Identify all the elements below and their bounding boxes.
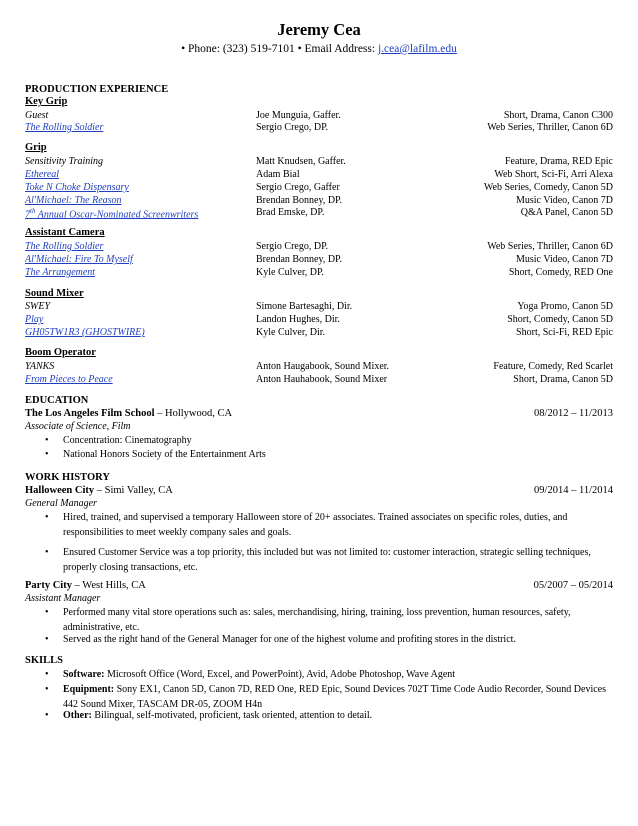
bullet-icon: • bbox=[45, 634, 49, 645]
credit-crew: Brad Emske, DP. bbox=[256, 207, 325, 218]
credit-crew: Sergio Crego, Gaffer bbox=[256, 182, 340, 193]
credit-details: Short, Drama, Canon C300 bbox=[503, 110, 613, 121]
email-link[interactable]: j.cea@lafilm.edu bbox=[377, 43, 457, 55]
credit-project-link[interactable]: Al'Michael: Fire To Myself bbox=[25, 254, 133, 265]
credit-details: Music Video, Canon 7D bbox=[516, 195, 613, 206]
production-heading: PRODUCTION EXPERIENCE bbox=[25, 84, 169, 95]
bullet-icon: • bbox=[45, 607, 49, 618]
job-entry bbox=[25, 580, 613, 594]
credit-crew: Brendan Bonney, DP. bbox=[256, 254, 343, 265]
credit-project-link[interactable]: Ethereal bbox=[25, 169, 60, 180]
school-name: The Los Angeles Film School bbox=[25, 408, 155, 419]
credit-details: Music Video, Canon 7D bbox=[516, 254, 613, 265]
skill-text: Microsoft Office (Word, Excel, and PowerPoint), Avid, Adobe Photoshop, Wave Agent bbox=[104, 669, 456, 680]
bullet-icon: • bbox=[45, 449, 49, 460]
grip-heading: Grip bbox=[25, 142, 47, 153]
credit-project-link[interactable] bbox=[25, 207, 198, 220]
sound-mixer-heading: Sound Mixer bbox=[25, 288, 84, 299]
credit-details: Feature, Drama, RED Epic bbox=[504, 156, 613, 167]
credit-row bbox=[25, 254, 613, 267]
skills-heading: SKILLS bbox=[25, 655, 63, 666]
credit-project: Guest bbox=[25, 110, 49, 121]
credit-crew: Matt Knudsen, Gaffer. bbox=[256, 156, 346, 167]
credit-crew: Kyle Culver, DP. bbox=[256, 267, 324, 278]
company-name: Halloween City bbox=[25, 485, 95, 496]
credit-details: Q&A Panel, Canon 5D bbox=[520, 207, 613, 218]
credit-project-link[interactable]: Play bbox=[25, 314, 44, 325]
credit-details: Web Series, Comedy, Canon 5D bbox=[483, 182, 613, 193]
credit-details: Web Series, Thriller, Canon 6D bbox=[487, 241, 613, 252]
credit-crew: Landon Hughes, Dir. bbox=[256, 314, 340, 325]
credit-project-link[interactable]: From Pieces to Peace bbox=[25, 374, 113, 385]
job-title: Assistant Manager bbox=[25, 593, 101, 604]
credit-row bbox=[25, 169, 613, 182]
degree: Associate of Science, Film bbox=[25, 421, 131, 432]
credit-row bbox=[25, 241, 613, 254]
credit-crew: Sergio Crego, DP. bbox=[256, 241, 329, 252]
job-dates: 05/2007 – 05/2014 bbox=[533, 580, 613, 591]
credit-details: Feature, Comedy, Red Scarlet bbox=[493, 361, 613, 372]
credit-project-link[interactable]: The Arrangement bbox=[25, 267, 96, 278]
company-location: – Simi Valley, CA bbox=[94, 485, 173, 496]
school-location: – Hollywood, CA bbox=[154, 408, 233, 419]
credit-project-link[interactable]: The Rolling Soldier bbox=[25, 122, 104, 133]
job-dates: 09/2014 – 11/2014 bbox=[534, 485, 613, 496]
skill-text: Sony EX1, Canon 5D, Canon 7D, RED One, RED Epic, Sound Devices 702T Time Code Audio Recorder, Sound Devices 442 Sound Mixer, TASCAM DR-05, ZOOM H4n bbox=[63, 684, 606, 710]
resume-name: Jeremy Cea bbox=[277, 20, 361, 39]
credit-crew: Brendan Bonney, DP. bbox=[256, 195, 343, 206]
credit-row bbox=[25, 207, 613, 220]
credit-crew: Sergio Crego, DP. bbox=[256, 122, 329, 133]
credit-details: Short, Comedy, Canon 5D bbox=[507, 314, 613, 325]
assistant-camera-heading: Assistant Camera bbox=[25, 227, 105, 238]
credit-crew: Simone Bartesaghi, Dir. bbox=[256, 301, 353, 312]
skill-label: Other: bbox=[63, 710, 92, 721]
ordinal-number: 7 bbox=[25, 209, 30, 221]
credit-details: Yoga Promo, Canon 5D bbox=[517, 301, 613, 312]
credit-crew: Anton Hauhabook, Sound Mixer bbox=[256, 374, 388, 385]
credit-project-link[interactable]: Toke N Choke Dispensary bbox=[25, 182, 129, 193]
credit-project-link[interactable]: The Rolling Soldier bbox=[25, 241, 104, 252]
bullet-icon: • bbox=[45, 547, 49, 558]
skill-label: Equipment: bbox=[63, 684, 115, 695]
credit-details: Short, Drama, Canon 5D bbox=[513, 374, 613, 385]
company-location: – West Hills, CA bbox=[71, 580, 146, 591]
education-heading: EDUCATION bbox=[25, 395, 89, 406]
credit-project: YANKS bbox=[25, 361, 55, 372]
company-name: Party City bbox=[25, 580, 72, 591]
bullet-icon: • bbox=[45, 435, 49, 446]
bullet-icon: • bbox=[45, 512, 49, 523]
work-history-heading: WORK HISTORY bbox=[25, 472, 110, 483]
credit-project-link[interactable]: GH05TW1R3 (GHOSTWIRE) bbox=[25, 327, 145, 338]
credit-row bbox=[25, 156, 613, 169]
credit-row bbox=[25, 374, 613, 387]
credit-row bbox=[25, 361, 613, 374]
bullet-icon: • bbox=[45, 669, 49, 680]
credit-project-link[interactable]: Al'Michael: The Reason bbox=[25, 195, 122, 206]
credit-row bbox=[25, 327, 613, 340]
project-title: Annual Oscar-Nominated Screenwriters bbox=[35, 209, 199, 221]
credit-row bbox=[25, 182, 613, 195]
credit-details: Short, Comedy, RED One bbox=[508, 267, 613, 278]
education-entry bbox=[25, 408, 613, 422]
credit-project: Sensitivity Training bbox=[25, 156, 104, 167]
credit-row bbox=[25, 267, 613, 280]
credit-details: Short, Sci-Fi, RED Epic bbox=[516, 327, 613, 338]
skill-label: Software: bbox=[63, 669, 105, 680]
bullet-icon: • bbox=[45, 710, 49, 721]
credit-crew: Kyle Culver, Dir. bbox=[256, 327, 326, 338]
credit-project: SWEY bbox=[25, 301, 50, 312]
job-entry bbox=[25, 485, 613, 499]
credit-crew: Anton Haugabook, Sound Mixer. bbox=[256, 361, 390, 372]
credit-crew: Joe Munguia, Gaffer. bbox=[256, 110, 341, 121]
credit-row bbox=[25, 122, 613, 135]
credit-details: Web Short, Sci-Fi, Arri Alexa bbox=[494, 169, 613, 180]
education-dates: 08/2012 – 11/2013 bbox=[534, 408, 613, 419]
credit-crew: Adam Bial bbox=[256, 169, 300, 180]
contact-line bbox=[0, 43, 638, 55]
skill-text: Bilingual, self-motivated, proficient, task oriented, attention to detail. bbox=[91, 710, 373, 721]
ordinal-suffix: th bbox=[30, 207, 36, 215]
job-title: General Manager bbox=[25, 498, 97, 509]
contact-phone: • Phone: (323) 519-7101 • Email Address: bbox=[181, 43, 378, 55]
resume-page: Jeremy Cea • Phone: (323) 519-7101 • Email Address: j.cea@lafilm.edu PRODUCTION EXPERIENCE Key Grip Guest Joe Munguia, Gaffer. Short, Drama, Canon C300 The Rolling Soldier Sergio Crego, DP. Web Series, Thriller, Canon 6D Grip Sensitivity Training Matt Knudsen, Gaffer. Feature, Drama, RED Epic Ethereal Adam Bial Web Short, Sci-Fi, Arri Alexa Toke N Choke Dispensary Sergio Crego, Gaffer Web Series, Comedy, Canon 5D Al'Michael: The Reason Brendan Bonney, DP. Music Video, Canon 7D 7th Annual Oscar-Nominated Screenwriters Brad Emske, DP. Q&A Panel, Canon 5D Assistant Camera The Rolling Soldier Sergio Crego, DP. Web Series, Thriller, Canon 6D Al'Michael: Fire To Myself Brendan Bonney, DP. Music Video, Canon 7D The Arrangement Kyle Culver, DP. Short, Comedy, RED One Sound Mixer SWEY Simone Bartesaghi, Dir. Yoga Promo, Canon 5D Play Landon Hughes, Dir. Short, Comedy, Canon 5D GH05TW1R3 (GHOSTWIRE) Kyle Culver, Dir. Short, Sci-Fi, RED Epic Boom Operator YANKS Anton Haugabook, Sound Mixer. Feature, Comedy, Red Scarlet From Pieces to Peace Anton Hauhabook, Sound Mixer Short, Drama, Canon 5D EDUCATION The Los Angeles Film School – Hollywood, CA 08/2012 – 11/2013 Associate of Science, Film • Concentration: Cinematography • National Honors Society of the Entertainment Arts WORK HISTORY Halloween City – Simi Valley, CA 09/2014 – 11/2014 General Manager • Hired, trained, and supervised a temporary Halloween store of 20+ associates. Trained associates on specific roles, duties, and responsibilities to meet weekly company sales and goals. • Ensured Customer Service was a top priority, this included but was not limited to: customer interaction, strategic selling techniques, properly closing transactions, etc. Party City – West Hills, CA 05/2007 – 05/2014 Assistant Manager • Performed many vital store operations such as: sales, merchandising, hiring, training, loss prevention, human resources, safety, administrative, etc. • Served as the right hand of the General Manager for one of the highest volume and profiting stores in the district. SKILLS • Software: Microsoft Office (Word, Excel, and PowerPoint), Avid, Adobe Photoshop, Wave Agent • Equipment: Sony EX1, Canon 5D, Canon 7D, RED One, RED Epic, Sound Devices 702T Time Code Audio Recorder, Sound Devices 442 Sound Mixer, TASCAM DR-05, ZOOM H4n • Other: Bilingual, self-motivated, proficient, task oriented, attention to detail. bbox=[0, 0, 638, 826]
key-grip-heading: Key Grip bbox=[25, 96, 68, 107]
credit-row bbox=[25, 301, 613, 314]
bullet-icon: • bbox=[45, 684, 49, 695]
credit-row bbox=[25, 314, 613, 327]
boom-operator-heading: Boom Operator bbox=[25, 347, 96, 358]
credit-details: Web Series, Thriller, Canon 6D bbox=[487, 122, 613, 133]
